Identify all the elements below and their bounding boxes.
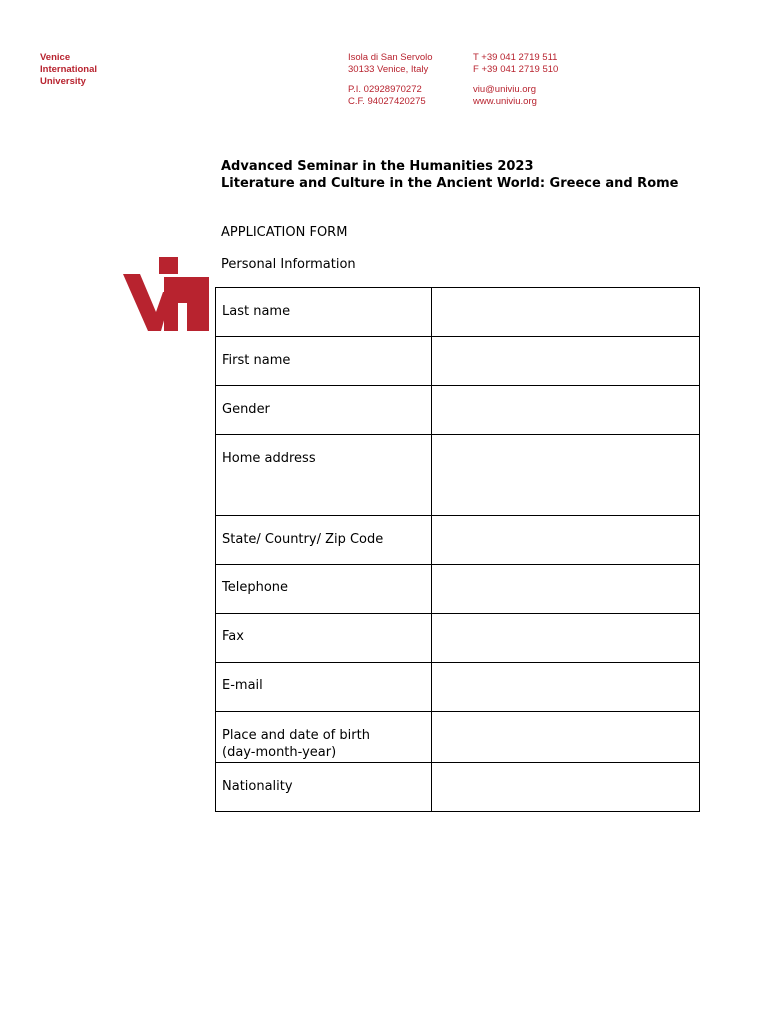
email-link[interactable]: viu@univiu.org (473, 84, 536, 95)
field-label: Home address (216, 435, 432, 516)
field-label (216, 712, 432, 763)
tax-id-line: P.I. 02928970272 (348, 84, 422, 95)
nationality-field[interactable] (432, 763, 700, 812)
org-name-line: International (40, 64, 98, 75)
form-row-email (216, 663, 700, 712)
contact-address-block (348, 52, 433, 108)
org-name (40, 52, 97, 88)
contact-phone-block (473, 52, 558, 108)
last-name-field[interactable] (432, 288, 700, 337)
place-date-of-birth-field[interactable] (432, 712, 700, 763)
home-address-field[interactable] (432, 435, 700, 516)
gender-field[interactable] (432, 386, 700, 435)
logo-i-dot (159, 257, 178, 274)
field-label: Nationality (216, 763, 432, 812)
form-row-place-date-of-birth (216, 712, 700, 763)
field-label: E-mail (216, 663, 432, 712)
field-label-line: (day-month-year) (222, 745, 337, 760)
form-heading: APPLICATION FORM (221, 225, 348, 240)
form-row-fax (216, 614, 700, 663)
logo-u-shape (178, 277, 209, 331)
form-row-nationality (216, 763, 700, 812)
form-row-last-name (216, 288, 700, 337)
first-name-field[interactable] (432, 337, 700, 386)
form-row-home-address (216, 435, 700, 516)
field-label: Last name (216, 288, 432, 337)
form-row-state-country-zip (216, 516, 700, 565)
fax-field[interactable] (432, 614, 700, 663)
address-line: 30133 Venice, Italy (348, 64, 429, 75)
title-line-1: Advanced Seminar in the Humanities 2023 (221, 159, 534, 174)
org-name-line: University (40, 76, 86, 87)
form-row-gender (216, 386, 700, 435)
section-heading: Personal Information (221, 257, 356, 272)
form-row-first-name (216, 337, 700, 386)
document-title (221, 158, 678, 192)
viu-logo-icon (123, 257, 209, 331)
tax-id-line: C.F. 94027420275 (348, 96, 426, 107)
field-label: Telephone (216, 565, 432, 614)
telephone-field[interactable] (432, 565, 700, 614)
logo-i-stem (164, 277, 178, 331)
field-label: State/ Country/ Zip Code (216, 516, 432, 565)
fax-line: F +39 041 2719 510 (473, 64, 559, 75)
org-name-line: Venice (40, 52, 71, 63)
field-label: Gender (216, 386, 432, 435)
application-form-table (215, 287, 700, 812)
address-line: Isola di San Servolo (348, 52, 433, 63)
field-label: Fax (216, 614, 432, 663)
state-country-zip-field[interactable] (432, 516, 700, 565)
form-row-telephone (216, 565, 700, 614)
field-label-line: Place and date of birth (222, 728, 370, 743)
field-label: First name (216, 337, 432, 386)
title-line-2: Literature and Culture in the Ancient World: Greece and Rome (221, 176, 679, 191)
phone-line: T +39 041 2719 511 (473, 52, 558, 63)
website-link[interactable]: www.univiu.org (473, 96, 537, 107)
email-field[interactable] (432, 663, 700, 712)
